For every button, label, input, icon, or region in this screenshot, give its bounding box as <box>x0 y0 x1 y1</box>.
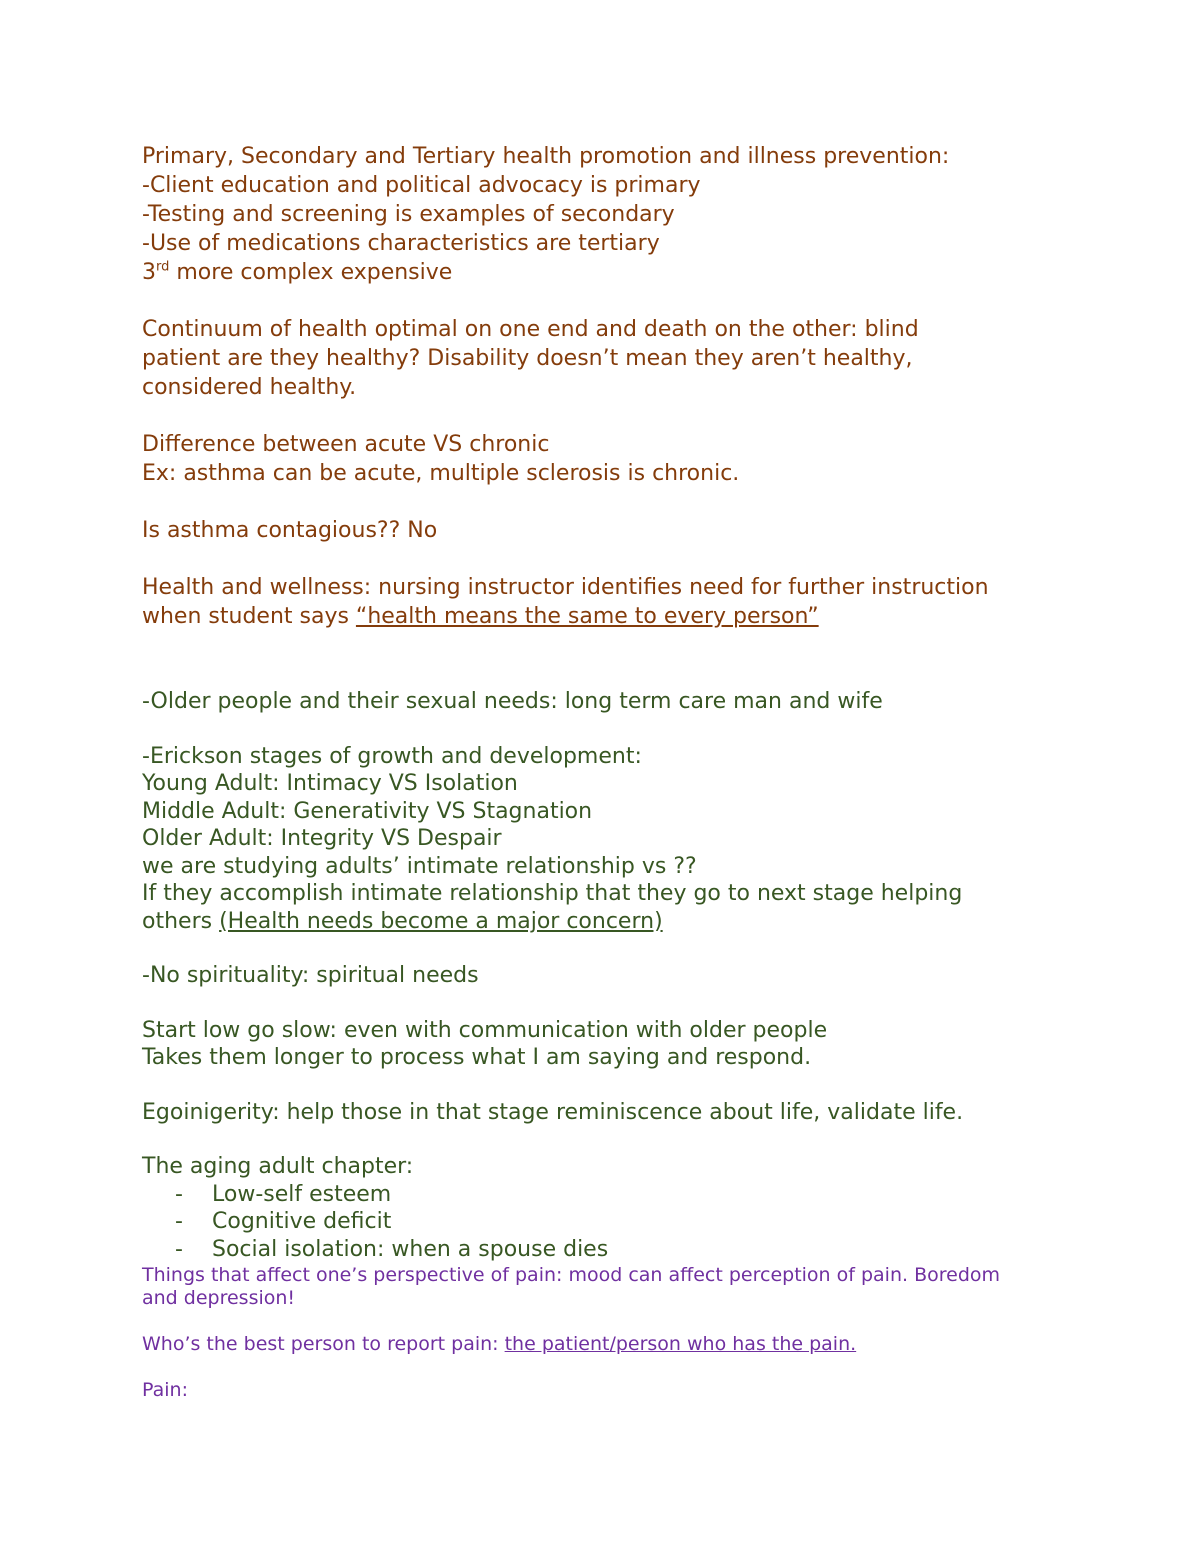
continuum-line-1: Continuum of health optimal on one end and death on the other: blind <box>142 317 919 342</box>
health-wellness-section <box>142 573 1072 631</box>
start-low-line-2: Takes them longer to process what I am saying and respond. <box>142 1045 812 1070</box>
pain-section <box>142 1379 1072 1402</box>
asthma-section <box>142 516 1072 545</box>
aging-adult-heading: The aging adult chapter: <box>142 1154 414 1179</box>
document-body <box>142 142 1072 1402</box>
third-number: 3 <box>142 260 156 285</box>
bullet-text: Cognitive deficit <box>212 1209 392 1234</box>
erickson-health-concern: (Health needs become a major concern) <box>219 908 663 934</box>
spirituality-line: -No spirituality: spiritual needs <box>142 963 479 988</box>
erickson-young-adult: Young Adult: Intimacy VS Isolation <box>142 771 518 796</box>
bullet-dash: - <box>175 1181 183 1207</box>
list-item <box>142 1236 1072 1264</box>
continuum-line-3: considered healthy. <box>142 375 357 400</box>
pain-reporter-answer: the patient/person who has the pain. <box>504 1333 857 1355</box>
prevention-heading: Primary, Secondary and Tertiary health promotion and illness prevention: <box>142 144 950 169</box>
asthma-question: Is asthma contagious?? No <box>142 518 438 543</box>
bullet-dash: - <box>175 1209 183 1234</box>
bullet-dash: - <box>175 1236 183 1262</box>
health-wellness-prefix: when student says <box>142 604 356 629</box>
start-low-section <box>142 1017 1072 1072</box>
continuum-line-2: patient are they healthy? Disability doesn’t mean they aren’t healthy, <box>142 346 913 371</box>
third-rest: more complex expensive <box>169 260 453 285</box>
ego-integrity-line: Egoinigerity: help those in that stage reminiscence about life, validate life. <box>142 1099 964 1125</box>
prevention-item-primary: -Client education and political advocacy is primary <box>142 173 701 198</box>
pain-perspective-section <box>142 1264 1072 1310</box>
pain-reporter-section <box>142 1333 1072 1356</box>
pain-reporter-prefix: Who’s the best person to report pain: <box>142 1333 505 1355</box>
pain-reporter-line <box>142 1333 1072 1356</box>
acute-chronic-section <box>142 430 1072 488</box>
pain-perspective-line-2: and depression! <box>142 1287 296 1309</box>
acute-chronic-heading: Difference between acute VS chronic <box>142 432 550 457</box>
acute-chronic-example: Ex: asthma can be acute, multiple sclerosis is chronic. <box>142 461 740 486</box>
prevention-item-tertiary: -Use of medications characteristics are tertiary <box>142 231 660 256</box>
continuum-section <box>142 315 1072 402</box>
third-level-note <box>142 258 1072 287</box>
aging-adult-list <box>142 1181 1072 1264</box>
prevention-section <box>142 142 1072 287</box>
bullet-text: Social isolation: when a spouse dies <box>212 1236 609 1262</box>
start-low-line-1: Start low go slow: even with communication with older people <box>142 1017 828 1043</box>
ego-integrity-section <box>142 1099 1072 1127</box>
health-wellness-line-1: Health and wellness: nursing instructor identifies need for further instruction <box>142 575 989 600</box>
third-superscript: rd <box>156 259 170 275</box>
bullet-text: Low-self esteem <box>212 1181 392 1207</box>
sexual-needs-line: -Older people and their sexual needs: long term care man and wife <box>142 689 883 714</box>
spirituality-section <box>142 962 1072 990</box>
erickson-note-2: If they accomplish intimate relationship that they go to next stage helping <box>142 881 963 906</box>
erickson-section <box>142 743 1072 936</box>
erickson-heading: -Erickson stages of growth and development: <box>142 743 642 769</box>
erickson-note-prefix: others <box>142 908 220 934</box>
erickson-older-adult: Older Adult: Integrity VS Despair <box>142 826 502 851</box>
sexual-needs-section <box>142 688 1072 716</box>
list-item <box>142 1208 1072 1236</box>
prevention-item-secondary: -Testing and screening is examples of secondary <box>142 202 675 227</box>
list-item <box>142 1181 1072 1209</box>
erickson-middle-adult: Middle Adult: Generativity VS Stagnation <box>142 798 593 824</box>
health-wellness-quote: “health means the same to every person” <box>355 604 819 629</box>
pain-perspective-line-1: Things that affect one’s perspective of pain: mood can affect perception of pain. Boredom <box>142 1264 1001 1286</box>
erickson-note-1: we are studying adults’ intimate relationship vs ?? <box>142 853 697 879</box>
aging-adult-section <box>142 1153 1072 1263</box>
pain-heading: Pain: <box>142 1379 188 1401</box>
health-wellness-line-2 <box>142 602 1072 631</box>
erickson-note-3 <box>142 908 1072 936</box>
